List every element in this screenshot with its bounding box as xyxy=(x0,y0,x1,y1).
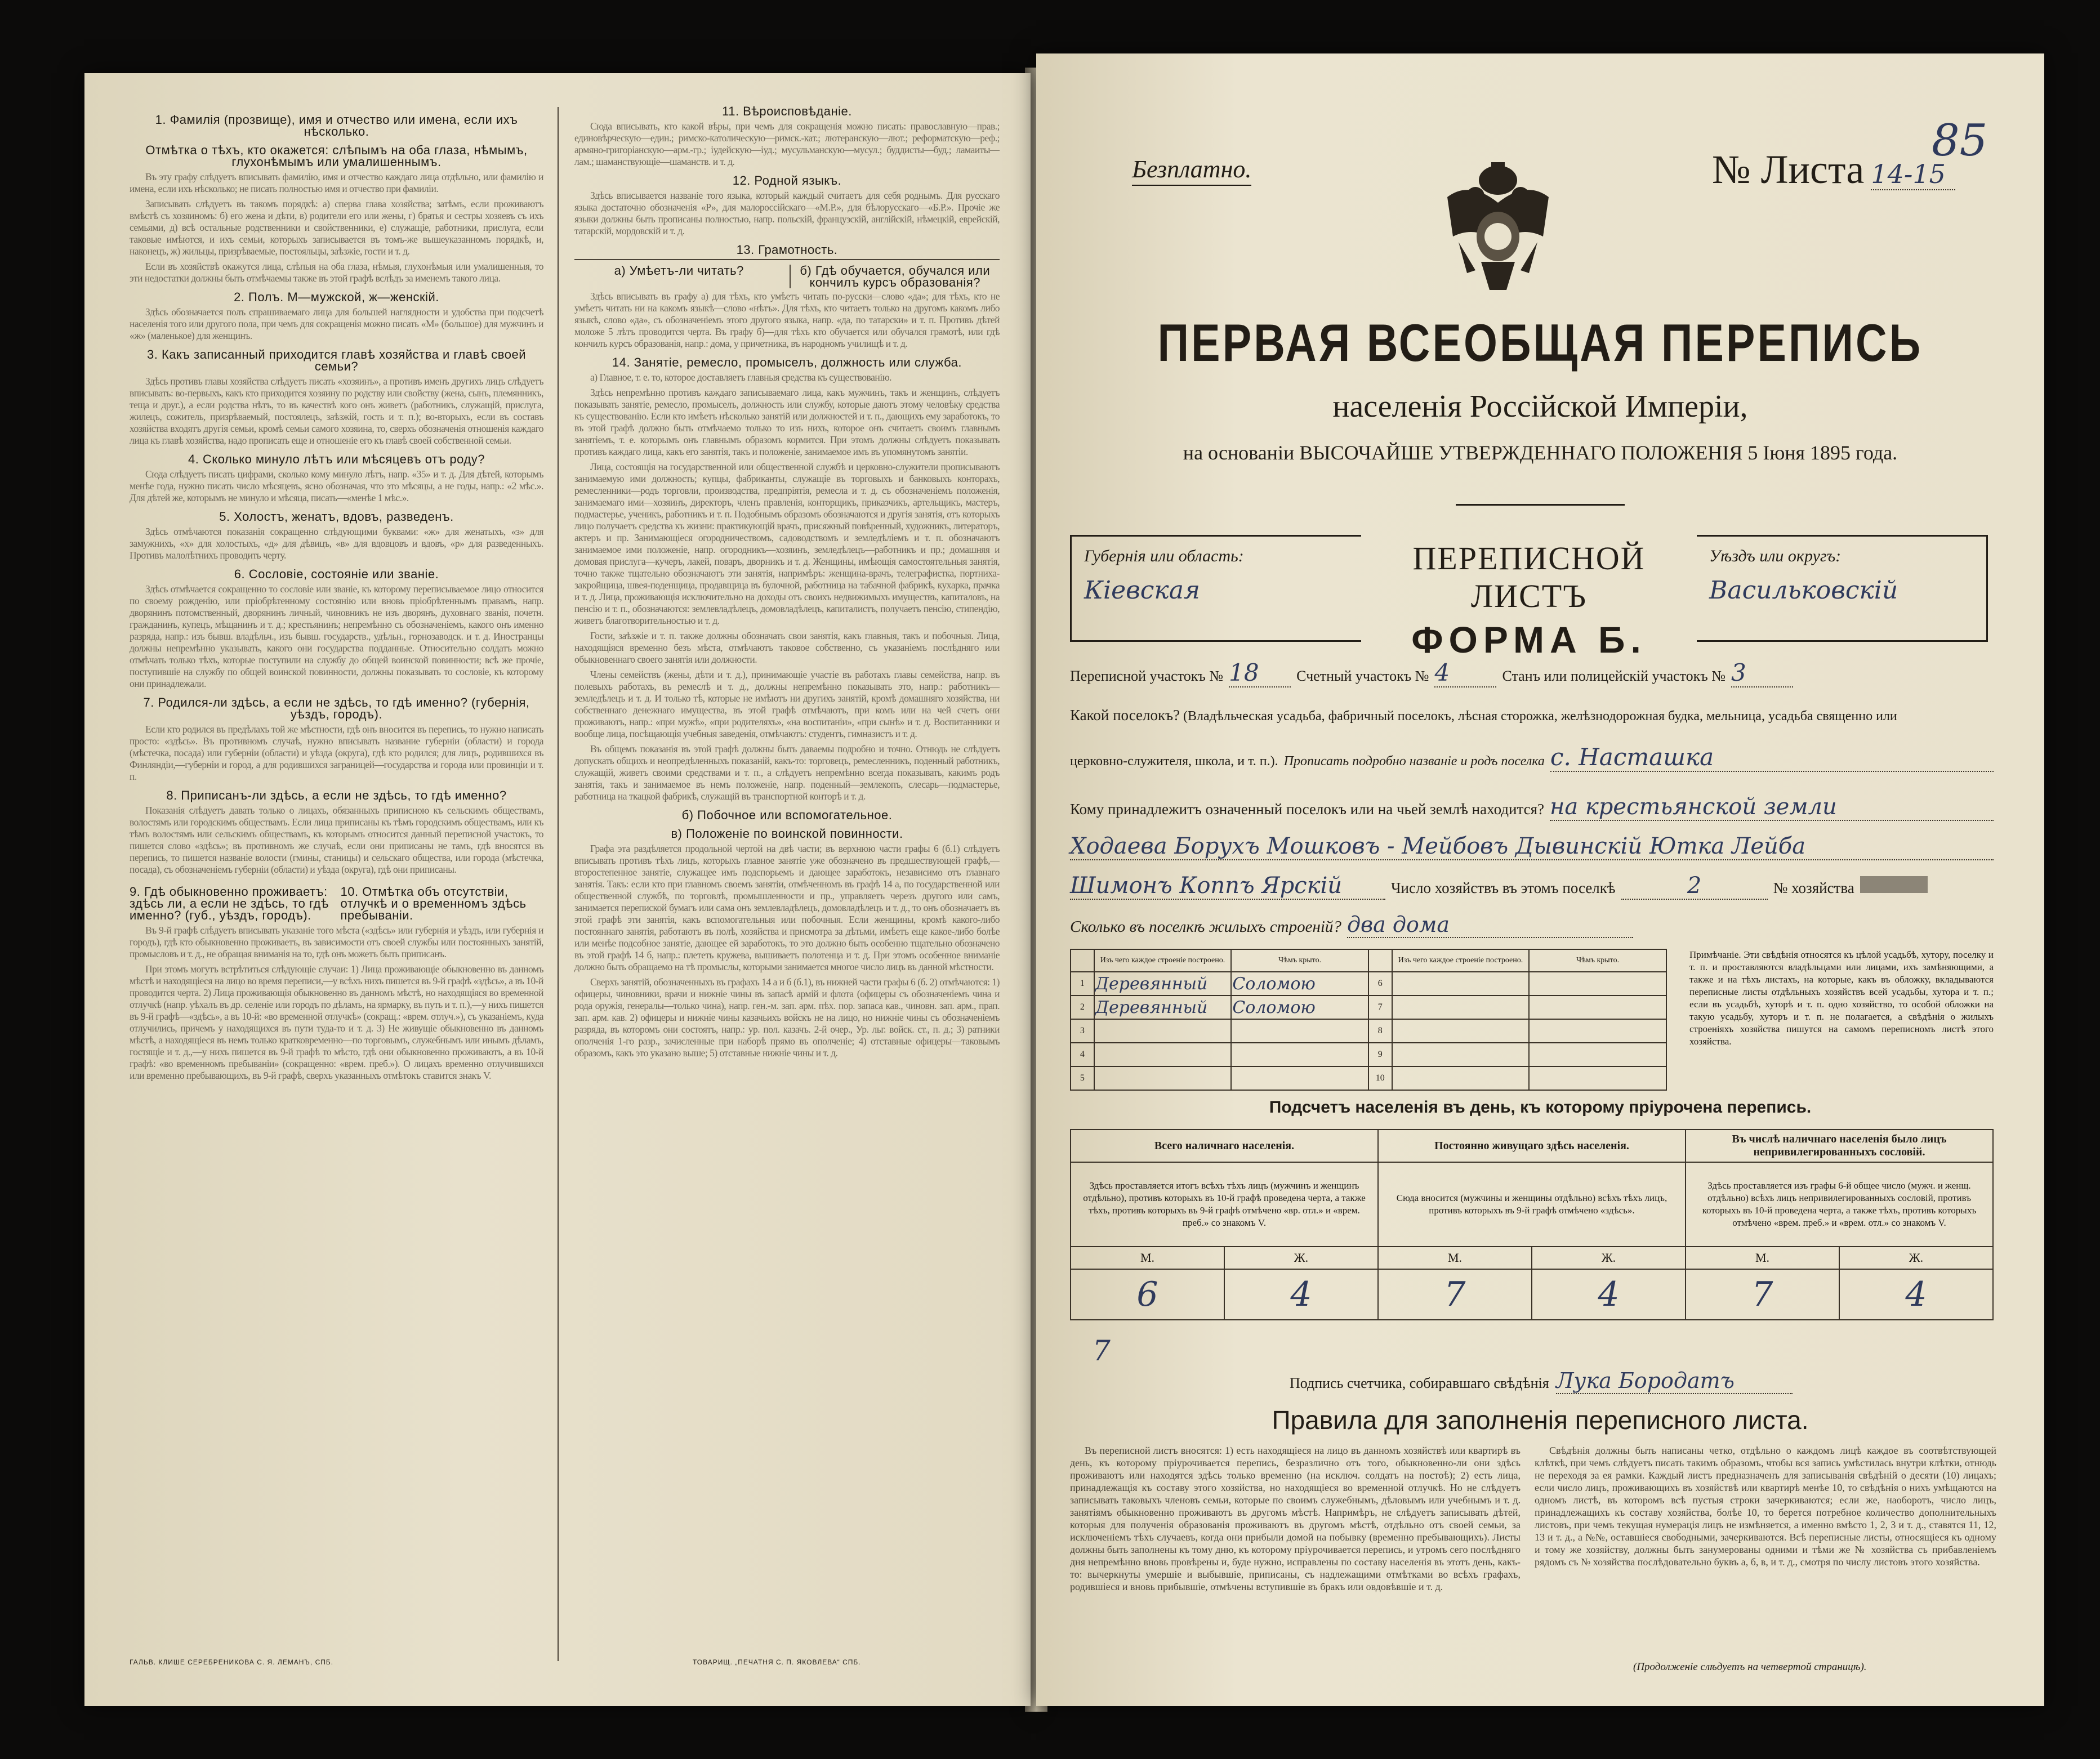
section-13b-heading: б) Гдѣ обучается, обучался или кончилъ курсъ образованія? xyxy=(790,265,1000,288)
building-number: 7 xyxy=(1368,995,1392,1019)
section-5-heading: 5. Холостъ, женатъ, вдовъ, разведенъ. xyxy=(219,510,454,524)
settlement-line-2 xyxy=(1070,743,1994,772)
settlement-hint-2: церковно-служителя, школа, и т. п.). xyxy=(1070,754,1278,769)
building-material: Деревянный xyxy=(1094,972,1232,995)
owner-value-1: на крестьянской земли xyxy=(1550,794,1994,821)
household-number-label: № хозяйства xyxy=(1773,880,1854,896)
body-text: а) Главное, т. е. то, которое доставляетъ главныя средства къ существованію. xyxy=(590,372,892,383)
building-roof xyxy=(1231,1066,1368,1090)
households-value: 2 xyxy=(1621,873,1768,900)
column-divider xyxy=(558,107,559,1661)
section-1-heading: 1. Фамилія (прозвище), имя и отчество или имена, если ихъ нѣсколько. xyxy=(155,113,518,139)
population-count-title: Подсчетъ населенія въ день, къ которому пріурочена перепись. xyxy=(1269,1098,1812,1117)
household-number-redaction xyxy=(1860,876,1928,893)
female-count: 4 xyxy=(1532,1269,1686,1320)
continued-note: (Продолженіе слѣдуетъ на четвертой страницѣ). xyxy=(1633,1661,1867,1673)
body-text: Здѣсь вписывать въ графу а) для тѣхъ, кто умѣетъ читать по-русски—слово «да»; для тѣхъ, кто не умѣетъ читать ни на какомъ языкѣ—слово «нѣтъ». Для тѣхъ, кто читаетъ только на другомъ какомъ либо языкѣ, слово «да», съ обозначеніемъ этого другого языка, напр. «да, по татарски» и т. п. Противъ дѣтей моложе 5 лѣтъ проводится черта. Въ графу б)—для тѣхъ кто обучается или обучался грамотѣ, или гдѣ кончилъ курсъ образованія, напр.: дома, у причетника, въ народномъ училищѣ и т. д. xyxy=(574,291,1000,349)
building-number: 10 xyxy=(1368,1066,1392,1090)
signature-label: Подпись счетчика, собиравшаго свѣдѣнія xyxy=(1290,1375,1549,1391)
building-number: 9 xyxy=(1368,1043,1392,1066)
form-label: ФОРМА Б. xyxy=(1411,619,1647,660)
right-page xyxy=(1036,53,2044,1706)
body-text: Сюда вписывать, кто какой вѣры, при чемъ для сокращенія можно писать: православную—прав.; единовѣрческую—един.; римско-католическую—римск.-кат.; лютеранскую—лют.; реформатскую—реф.; армяно-григоріанскую—арм.-гр.; іудейскую—іуд.; мусульманскую—мусул.; буддисты—буд.; ламаиты—лам.; шаманствующіе—шаманств. и т. д. xyxy=(574,120,1000,167)
settlement-value: с. Насташка xyxy=(1550,743,1994,772)
households-label: Число хозяйствъ въ этомъ поселкѣ xyxy=(1391,880,1616,896)
buildings-value: два дома xyxy=(1347,912,1633,938)
empty-cell xyxy=(1392,995,1530,1019)
building-number: 4 xyxy=(1071,1043,1094,1066)
owner-line xyxy=(1070,794,1994,821)
census-basis: на основаніи ВЫСОЧАЙШЕ УТВЕРЖДЕННАГО ПОЛОЖЕНІЯ 5 Іюня 1895 года. xyxy=(1183,441,1898,464)
signature-value: Лука Бородатъ xyxy=(1556,1368,1793,1394)
rules-column-1: Въ переписной листъ вносятся: 1) есть находящіеся на лицо въ данномъ хозяйствѣ или квартирѣ въ день, къ которому пріурочивается перепись, безразлично отъ того, обыкновенно-ли они здѣсь проживаютъ или находятся здѣсь только временно (на исключ. солдатъ на постоѣ); 2) есть лица, принадлежащія къ составу этого хозяйства, но находящіеся во временной отлучкѣ. Но не слѣдуетъ записывать таковыхъ членовъ семьи, которые по своимъ служебнымъ, дѣловымъ или учебнымъ и т. д. занятіямъ обыкновенно проживаютъ въ другомъ мѣстѣ. Напримѣръ, не слѣдуетъ записывать дѣтей, которыя для полученія образованія проживаютъ въ другомъ мѣстѣ, отдѣльно отъ своей семьи, за исключеніемъ тѣхъ случаевъ, когда они прибыли домой на побывку (временно пребывающихъ). Листы должны быть заполнены къ тому дню, къ которому пріурочивается перепись, и утромъ сего послѣдняго дня непремѣнно вновь провѣрены и, буде нужно, исправлены по составу населенія въ этотъ день, какъ-то: вычеркнуты умершіе и выбывшіе, приписаны, съ надлежащими отмѣтками во всѣхъ графахъ, родившіеся и вновь прибывшіе, отмѣчены вступившіе въ бракъ или овдовѣвшіе и т. д. xyxy=(1070,1445,1521,1592)
female-count: 4 xyxy=(1224,1269,1378,1320)
enumerator-signature-line xyxy=(1290,1368,1793,1394)
section-11-heading: 11. Вѣроисповѣданіе. xyxy=(722,104,852,118)
body-text: Въ общемъ показанія въ этой графѣ должны быть даваемы подробно и точно. Отнюдь не слѣдуетъ допускать общихъ и неопредѣленныхъ показаній, какъ-то: торговецъ, ремесленникъ, поденный работникъ, служащій, живетъ своими средствами и т. п., а слѣдуетъ непремѣнно всегда показывать, какимъ родъ занятія, такъ и занимаемое въ немъ положеніе, напр. поденный—землекопъ, слесарь—подмастерье, работница на ткацкой фабрикѣ, служащій въ транспортной конторѣ и т. д. xyxy=(574,743,1000,802)
section-13-heading: 13. Грамотность. xyxy=(736,243,838,257)
building-material xyxy=(1094,1019,1232,1043)
form-title-box xyxy=(1361,535,1697,660)
list-title: ПЕРЕПИСНОЙ ЛИСТЪ xyxy=(1412,540,1646,614)
section-14b-heading: б) Побочное или вспомогательное. xyxy=(681,808,893,822)
stray-handwritten-mark: 7 xyxy=(1093,1334,1111,1367)
empty-cell xyxy=(1392,972,1530,995)
building-number: 5 xyxy=(1071,1066,1094,1090)
gratis-label: Безплатно. xyxy=(1132,155,1251,186)
population-count-table xyxy=(1070,1129,1994,1320)
section-14-heading: 14. Занятіе, ремесло, промыселъ, должность или служба. xyxy=(612,355,962,369)
gubernia-box xyxy=(1070,535,1361,642)
section-4-heading: 4. Сколько минуло лѣтъ или мѣсяцевъ отъ роду? xyxy=(188,452,485,466)
owner-value-2: Ходаева Борухъ Мошковъ - Мейбовъ Дывинскій Ютка Лейба xyxy=(1070,833,1994,860)
building-row xyxy=(1071,1019,1666,1043)
body-text: Здѣсь отмѣчается сокращенно то сословіе или званіе, къ которому переписываемое лицо относится по своему рожденію, или пріобрѣтенному состоянію или вновь пріобрѣтеннымъ правамъ, напр. дворянинъ потомственный, дворянинъ личный, чиновникъ не изъ дворянъ, духовнаго званія, почетн. гражданинъ, купецъ, мѣщанинъ и т. д.; крестьянинъ; непремѣнно съ обозначеніемъ, какого онъ именно разряда, напр.: изъ бывш. владѣльч., изъ бывш. государств., удѣльн., горнозаводск. и т. д. Иностранцы должны непремѣнно указывать, какого они государства подданные. Относительно солдатъ можно отмѣчать только тѣхъ, которые поступили на службу до общей воинской повинности; всѣ же прочіе, поступившіе на службу по общей воинской повинности, должны показывать то сословіе, къ которому они принадлежали. xyxy=(130,583,543,689)
section-13a-heading: а) Умѣетъ-ли читать? xyxy=(614,264,744,278)
count-district-value: 4 xyxy=(1434,659,1496,687)
body-text: Здѣсь отмѣчаются показанія сокращенно слѣдующими буквами: «ж» для женатыхъ, «з» для замужнихъ, «х» для холостыхъ, «д» для дѣвицъ, «в» для вдовцовъ и вдовъ, «р» для разведенныхъ. Противъ малолѣтнихъ проводить черту. xyxy=(130,526,543,561)
building-row xyxy=(1071,1066,1666,1090)
body-text: Здѣсь вписывается названіе того языка, который каждый считаетъ для себя роднымъ. Для русскаго языка достаточно обозначенія «Р», для малороссійскаго—«М.Р.», для бѣлорусскаго—«Б.Р.». Прочіе же языки должны быть прописаны полностью, напр. польскій, французскій, англійскій, нѣмецкій, еврейскій, татарскій, мордовскій и т. д. xyxy=(574,190,1000,236)
female-label: Ж. xyxy=(1224,1247,1378,1269)
body-text: Члены семействъ (жены, дѣти и т. д.), принимающіе участіе въ работахъ главы семейства, напр. въ полевыхъ работахъ, въ ремеслѣ и т. д., должны непремѣнно показывать это, напр.: работникъ—земледѣлецъ и т. д. И только тѣ, которые не имѣютъ ни другихъ занятій, кромѣ домашняго хозяйства, ни собственнаго денежнаго имущества, въ этой графѣ отмѣчаютъ, при комъ или на чей счетъ они проживаютъ, напр.: «при мужѣ», «при родителяхъ», «на воспитаніи», «при сынѣ» и т. д. Воспитанники и вообще лица, посѣщающія учебныя заведенія, отмѣчаютъ: студентъ, гимназистъ и т. д. xyxy=(574,669,1000,739)
count-column-description: Сюда вносится (мужчины и женщины отдѣльно) всѣхъ тѣхъ лицъ, противъ которыхъ въ 9-й графѣ отмѣчено «здѣсь». xyxy=(1378,1162,1686,1247)
section-10-heading: 10. Отмѣтка объ отсутствіи, отлучкѣ и о временномъ здѣсь пребываніи. xyxy=(340,885,527,922)
census-district-label: Переписной участокъ № xyxy=(1070,668,1224,684)
printer-imprint: ГАЛЬВ. КЛИШЕ СЕРЕБРЕНИКОВА С. Я. ЛЕМАНЪ, СПБ. xyxy=(130,1658,334,1666)
section-6-heading: 6. Сословіе, состояніе или званіе. xyxy=(234,567,439,581)
header-block xyxy=(1070,535,1988,660)
count-district-label: Счетный участокъ № xyxy=(1296,668,1429,684)
building-roof xyxy=(1231,1019,1368,1043)
body-text: Здѣсь обозначается полъ спрашиваемаго лица для большей наглядности и удобства при подсчетѣ населенія того или другого пола, при чемъ для сокращенія можно писать «М» (большое) для мужчинъ и «ж» (маленькое) для женщинъ. xyxy=(130,306,543,341)
roof-header: Чѣмъ крыто. xyxy=(1231,949,1368,972)
male-count: 7 xyxy=(1378,1269,1532,1320)
section-3-heading: 3. Какъ записанный приходится главѣ хозяйства и главѣ своей семьи? xyxy=(147,347,526,373)
roof-header-2: Чѣмъ крыто. xyxy=(1529,949,1666,972)
building-number: 8 xyxy=(1368,1019,1392,1043)
body-text: Гости, заѣзжіе и т. п. также должны обозначать свои занятія, какъ главныя, такъ и побочныя. Лица, находящіяся временно безъ мѣста, отмѣчаютъ таковое собственно, съ указаніемъ послѣдняго или обыкновеннаго своего занятія или должности. xyxy=(574,630,1000,665)
body-text: Здѣсь непремѣнно противъ каждаго записываемаго лица, какъ мужчинъ, такъ и женщинъ, слѣдуетъ показывать занятіе, ремесло, промыселъ, должность или службу, которые даютъ этому человѣку средства къ существованію. Если кто имѣетъ нѣсколько занятій или должностей и т. п., дающихъ ему заработокъ, то въ этой графѣ должно быть отмѣчаемо только то изъ нихъ, которое онъ считаетъ своимъ главнымъ занятіемъ, т. е. которымъ онъ главнымъ образомъ кормится. При этомъ должны слѣдуетъ показывать противъ каждаго лица, какъ его занятія, такъ и положеніе, занимаемое имъ въ упомянутомъ занятіи. xyxy=(574,387,1000,457)
body-text: Графа эта раздѣляется продольной чертой на двѣ части; въ верхнюю части графы 6 (б.1) слѣдуетъ вписывать противъ тѣхъ лицъ, которыхъ главное занятіе уже обозначено въ предшествующей графѣ,—второстепенное занятіе, служащее имъ подспорьемъ и дающее заработокъ, независимо отъ главнаго занятія. Такъ: если кто при главномъ своемъ занятіи, отмѣченномъ въ графѣ 14 а, по государственной или общественной службѣ, по торговлѣ, промышленности и пр., управляетъ черезъ другого или самъ, занимается перепиской бумагъ или сама онъ землевладѣлецъ, домовладѣлецъ и т. д., то онъ обозначаетъ въ этой графѣ эти занятія, какъ вспомогательныя или побочныя. Если женщины, кромѣ какого-либо постояннаго занятія, работаютъ въ полѣ, хозяйства и присмотра за дѣтьми, имѣетъ еще какое-либо болѣе или менѣе подсобное занятіе, дающее ей заработокъ, то это должно быть особенно тщательно обозначено въ этой графѣ 14 б, напр.: плететь кружева, вышиваетъ полотенца и т. д. При этомъ особенное вниманіе должно быть обращаемо на тѣ промыслы, которыми занимается многое число лицъ въ данной мѣстности. xyxy=(574,843,1000,972)
building-roof: Соломою xyxy=(1231,995,1368,1019)
police-district-label: Станъ или полицейскій участокъ № xyxy=(1502,668,1726,684)
settlement-line xyxy=(1070,707,1994,724)
body-text: Лица, состоящія на государственной или общественной службѣ и церковно-служители прописываютъ занимаемую ими должность; купцы, фабриканты, служащіе въ торговыхъ и банковыхъ конторахъ, ремесленники—родъ торговли, производства, предпріятія, ремесла и т. д. съ обозначеніемъ положенія, занимаемаго ими—хозяинъ, директоръ, членъ правленія, конторщикъ, приказчикъ, артельщикъ, мастеръ, подмастерье, ученикъ, работникъ и т. п. Подобнымъ образомъ обозначаются и другія занятія, отъ которыхъ лицо получаетъ средства къ жизни: практикующій врачъ, присяжный повѣренный, художникъ, литераторъ, актеръ и пр. Занимающіеся огородничествомъ, садоводствомъ и земледѣліемъ и т. п. обозначаютъ занимаемое ими положеніе, напр. огородникъ—хозяинъ, земледѣлецъ—работникъ и пр.; домашняя и домовая прислуга—кучеръ, лакей, поваръ, дворникъ и т. д. Женщины, имѣющія самостоятельныя занятія, точно также тщательно обозначаютъ эти занятія, напримѣръ: женщина-врачъ, телеграфистка, портниха-закройщица, швея-поденщица, продавщица въ булочной, работница на табачной фабрикѣ, кухарка, прачка и т. д. Лица, проживающія исключительно на доходы отъ своихъ недвижимыхъ имуществъ, капиталовъ, на пенсію и т. п., обозначаются: землевладѣлецъ, домовладѣлецъ, капиталистъ, получаетъ пенсію, стипендію, живетъ благотворительностью и т. д. xyxy=(574,461,1000,626)
uezd-label: Уѣздъ или округъ: xyxy=(1709,547,1842,565)
imperial-eagle-emblem xyxy=(1436,158,1560,304)
handwritten-folio-number: 85 xyxy=(1932,115,1988,166)
gubernia-label: Губернія или область: xyxy=(1084,547,1244,565)
section-14c-heading: в) Положеніе по воинской повинности. xyxy=(671,827,903,841)
building-material: Деревянный xyxy=(1094,995,1232,1019)
count-column-header: Всего наличнаго населенія. xyxy=(1071,1129,1378,1162)
male-label: М. xyxy=(1071,1247,1224,1269)
building-material xyxy=(1094,1066,1232,1090)
building-row xyxy=(1071,972,1666,995)
building-number: 2 xyxy=(1071,995,1094,1019)
census-district-value: 18 xyxy=(1229,659,1291,687)
body-text: При этомъ могутъ встрѣтиться слѣдующіе случаи: 1) Лица проживающіе обыкновенно въ данномъ мѣстѣ и находящіеся на лицо во время переписи,—у всѣхъ нихъ пишется въ 9-й графѣ «здѣсь», а въ 10-й проводится черта. 2) Лица проживающія обыкновенно въ данномъ мѣстѣ, но находящіяся во временной отлучкѣ (напр. уѣхалъ въ др. селеніе или городъ по дѣламъ, на ярмарку, въ путь и т. п.),—у нихъ пишется въ 9-й графѣ—«здѣсь», а въ 10-й: «во временной отлучкѣ» (сокращ.: «врем. отлуч.»), съ указаніемъ, куда отлучились, причемъ у находящихся въ пути туда-то и т. д. 3) Не живущіе обыкновенно въ данномъ мѣстѣ, а находящіеся въ немъ только кратковременно—по торговымъ, служебнымъ или инымъ дѣламъ, гостящіе и т. д.,—у нихъ пишется въ 9-й графѣ то мѣсто, гдѣ они обыкновенно проживаютъ, а въ 10-й графѣ: «во временномъ пребываніи» (сокращенно: «врем. преб.»). О лицахъ временно отлучившихся или временно пребывающихъ, въ 9-й графѣ, сверхъ указанныхъ отмѣтокъ ставится знакъ V. xyxy=(130,963,543,1081)
count-column-description: Здѣсь проставляется изъ графы 6-й общее число (мужч. и женщ. отдѣльно) всѣхъ лицъ непривилегированныхъ сословій, противъ которыхъ въ 10-й проведена черта, а также тѣхъ, противъ которыхъ отмѣчено «врем. преб.» и «врем. отл.» со знакомъ V. xyxy=(1686,1162,1993,1247)
male-label: М. xyxy=(1378,1247,1532,1269)
empty-cell xyxy=(1529,1019,1666,1043)
rules-column-2: Свѣдѣнія должны быть написаны четко, отдѣльно о каждомъ лицѣ каждое въ соотвѣтствующей клѣткѣ, при чемъ слѣдуетъ писать такимъ образомъ, чтобы вся запись умѣстилась внутри клѣтки, отнюдь не переходя за ея рамки. Каждый листъ предназначенъ для записыванія свѣдѣній о десяти (10) лицахъ; если число лицъ, проживающихъ въ хозяйствѣ или квартирѣ менѣе 10, то свѣдѣнія о нихъ умѣщаются на одномъ листѣ, въ которомъ всѣ пустыя строки зачеркиваются; если же, наоборотъ, число лицъ, принадлежащихъ къ составу хозяйства, болѣе 10, то берется потребное количество дополнительныхъ листовъ, при чемъ текущая нумерація лицъ не измѣняется, а именно вмѣсто 1, 2, 3 и т. д., ставятся 11, 12, 13 и т. д., а №№, оставшіеся свободными, зачеркиваются. Всѣ переписные листы, относящіеся къ одному и тому же хозяйству, должны быть занумерованы одними и тѣми же № хозяйства съ прибавленіемъ рядомъ съ № хозяйства послѣдовательно буквъ а, б, в, и т. д., смотря по числу листовъ этого хозяйства. xyxy=(1535,1445,1996,1568)
section-7-heading: 7. Родился-ли здѣсь, а если не здѣсь, то гдѣ именно? (губернія, уѣздъ, городъ). xyxy=(143,695,530,721)
sheet-number-value: 14-15 xyxy=(1871,159,1955,190)
count-column-header: Въ числѣ наличнаго населенія было лицъ непривилегированныхъ сословій. xyxy=(1686,1129,1993,1162)
body-text: Въ эту графу слѣдуетъ вписывать фамилію, имя и отчество каждаго лица отдѣльно, или фамилію и имена, если ихъ нѣсколько; не писать полностью имя и отчество при фамиліи. xyxy=(130,171,543,194)
sheet-number-field xyxy=(1712,146,1955,193)
buildings-label: Сколько въ поселкѣ жилыхъ строеній? xyxy=(1070,918,1341,936)
building-number: 3 xyxy=(1071,1019,1094,1043)
printer-imprint-2: ТОВАРИЩ. „ПЕЧАТНЯ С. П. ЯКОВЛЕВА“ СПБ. xyxy=(693,1658,861,1666)
section-1b-heading: Отмѣтка о тѣхъ, кто окажется: слѣпымъ на оба глаза, нѣмымъ, глухонѣмымъ или умалишеннымъ. xyxy=(145,143,528,169)
body-text: Здѣсь противъ главы хозяйства слѣдуетъ писать «хозяинъ», а противъ именъ другихъ лицъ слѣдуетъ вписывать: во-первыхъ, какъ кто приходится хозяину по родству или свойству (жена, сынъ, племянникъ, теща и друг.), а если родства нѣтъ, то въ качествѣ кого онъ живетъ (работникъ, служащій, прислуга, жилецъ, сожитель, призрѣваемый, постоялецъ, заѣзжій, гость и т. п.); во-вторыхъ, если въ составъ хозяйства входятъ другія семьи, кромѣ семьи самого хозяина, то, сверхъ обозначенія отношенія каждаго лица къ главѣ хозяйства, надо прописать еще и отношеніе его къ главѣ своей собственной семьи. xyxy=(130,376,543,446)
owner-value-3: Шимонъ Коппъ Ярскій xyxy=(1070,873,1385,900)
section-12-heading: 12. Родной языкъ. xyxy=(732,173,842,187)
building-number: 6 xyxy=(1368,972,1392,995)
district-line xyxy=(1070,659,1994,687)
body-text: Если въ хозяйствѣ окажутся лица, слѣпыя на оба глаза, нѣмыя, глухонѣмыя или умалишенныя, то эти недостатки должны быть отмѣчаемы также въ этой графѣ вслѣдъ за именемъ такого лица. xyxy=(130,261,543,284)
instructions-column-2 xyxy=(574,99,1000,1653)
building-number: 1 xyxy=(1071,972,1094,995)
female-label: Ж. xyxy=(1532,1247,1686,1269)
households-line xyxy=(1070,873,1994,900)
buildings-table xyxy=(1070,949,1667,1091)
body-text: Сюда слѣдуетъ писать цифрами, сколько кому минуло лѣтъ, напр. «35» и т. д. Для дѣтей, которымъ менѣе года, нужно писать число мѣсяцевъ, ясно обозначая, что это мѣсяцы, а не годы, напр.: «2 мѣс.». Для дѣтей же, которымъ не минуло и мѣсяца, писать—«менѣе 1 мѣс.». xyxy=(130,468,543,503)
empty-cell xyxy=(1529,972,1666,995)
empty-cell xyxy=(1392,1066,1530,1090)
female-label: Ж. xyxy=(1839,1247,1993,1269)
body-text: Записывать слѣдуетъ въ такомъ порядкѣ: а) сперва глава хозяйства; затѣмъ, если проживаютъ вмѣстѣ съ хозяиномъ: б) его жена и дѣти, в) родители его или жены, г) братья и сестры хозяевъ съ ихъ семьями, д) всѣ остальные родственники и свойственники, е) служащіе, работники, прислуга, если таковые имѣются, и ихъ семьи, которыхъ записывается въ томъ-же вышеуказанномъ порядкѣ, и, наконецъ, ж) жильцы, призрѣваемые, постояльцы, заѣзжіе, гости и т. д. xyxy=(130,198,543,257)
building-material xyxy=(1094,1043,1232,1066)
empty-cell xyxy=(1392,1019,1530,1043)
instructions-column-1 xyxy=(130,107,543,1661)
sheet-number-label: № Листа xyxy=(1712,147,1865,192)
census-title: ПЕРВАЯ ВСЕОБЩАЯ ПЕРЕПИСЬ xyxy=(1157,313,1923,372)
empty-cell xyxy=(1529,995,1666,1019)
owner-label: Кому принадлежитъ означенный поселокъ или на чьей землѣ находится? xyxy=(1070,801,1544,818)
building-row xyxy=(1071,1043,1666,1066)
building-roof xyxy=(1231,1043,1368,1066)
male-label: М. xyxy=(1686,1247,1839,1269)
empty-cell xyxy=(1529,1043,1666,1066)
section-8-heading: 8. Приписанъ-ли здѣсь, а если не здѣсь, то гдѣ именно? xyxy=(166,788,507,802)
female-count: 4 xyxy=(1839,1269,1993,1320)
title-divider xyxy=(1456,504,1625,506)
male-count: 7 xyxy=(1686,1269,1839,1320)
buildings-line xyxy=(1070,912,1633,938)
rules-title: Правила для заполненія переписного листа. xyxy=(1272,1405,1809,1435)
body-text: Сверхъ занятій, обозначенныхъ въ графахъ 14 а и б (б.1), въ нижней части графы 6 (б. 2) отмѣчаются: 1) офицеры, чиновники, врачи и нижніе чины въ запасѣ армій и флота (офицеры съ обозначеніемъ чина и рода оружія, генералы—только чина), напр. ген.-м. зап. арм. пѣх. пор. запаса кав., чиновн. зап. арм., прап. зап. арм. кав. 2) офицеры и нижніе чины казачьихъ войскъ не на лицо, но нижніе чины съ обозначеніемъ разряда, въ которомъ они состоятъ, напр.: ур. пол. казачъ. 2-й очер., Ур. льг. войск. ст., п. д.; 3) ратники ополченія 1-го разр., зачисленные при наборѣ прямо въ ополченіе; 4) отставные офицеры—таковымъ образомъ, какъ это указано выше; 5) отставные нижніе чины и т. д. xyxy=(574,976,1000,1059)
settlement-instruction: Прописать подробно названіе и родъ поселка xyxy=(1283,754,1545,769)
building-row xyxy=(1071,995,1666,1019)
left-page xyxy=(84,73,1031,1706)
section-9-heading: 9. Гдѣ обыкновенно проживаетъ: здѣсь ли, а если не здѣсь, то гдѣ именно? (губ., уѣздъ, городъ). xyxy=(130,885,329,922)
settlement-label: Какой поселокъ? xyxy=(1070,707,1180,724)
census-subtitle: населенія Россійской Имперіи, xyxy=(1332,389,1748,424)
body-text: Показанія слѣдуетъ давать только о лицахъ, обязанныхъ приписною къ сельскимъ обществамъ, волостямъ или городскимъ обществамъ. Если лица приписаны къ тѣмъ городскимъ обществамъ, или къ тѣмъ волостямъ или сельскимъ обществамъ, къ которымъ относится данный переписной участокъ, то пишется слово «здѣсь»; въ противномъ же случаѣ, если они приписаны не тамъ, гдѣ вносятся въ перепись, то пишется названіе волости (гмины, станицы) и сельскаго общества, или города (мѣстечка, посада), съ обозначеніемъ губерніи (области) и уѣзда (округа), гдѣ они приписаны. xyxy=(130,805,543,875)
count-column-header: Постоянно живущаго здѣсь населенія. xyxy=(1378,1129,1686,1162)
uezd-box xyxy=(1697,535,1988,642)
uezd-value: Васильковскій xyxy=(1709,576,1898,605)
body-text: Если кто родился въ предѣлахъ той же мѣстности, гдѣ онъ вносится въ перепись, то нужно написать просто: «здѣсь». Въ противномъ случаѣ, нужно вписывать название губерніи (области) и города (мѣстечка, посада) или губерніи (области) и уѣзда (округа), гдѣ кто родился; для лицъ, родившихся въ Финляндіи,—губерніи и город, а для родившихся заграницей—государства и города или провинціи и т. п. xyxy=(130,724,543,782)
building-roof: Соломою xyxy=(1231,972,1368,995)
buildings-note: Примѣчаніе. Эти свѣдѣнія относятся къ цѣлой усадьбѣ, хутору, поселку и т. п. и проставляются владѣльцами или лицами, ихъ замѣняющими, а также и на тѣхъ листахъ, на которые, какъ въ обложку, вкладываются переписные листы отдѣльныхъ хозяйствъ всей усадьбы, хутора и т. п.; если въ усадьбѣ, хуторѣ и т. п. одно хозяйство, то особой обложки на такую усадьбу, хуторъ и т. п. не полагается, а свѣдѣнія о жилыхъ строеніяхъ хозяйства пишутся на самомъ переписномъ листѣ этого хозяйства. xyxy=(1689,949,1994,1047)
male-count: 6 xyxy=(1071,1269,1224,1320)
section-2-heading: 2. Полъ. М—мужской, ж—женскій. xyxy=(234,290,439,304)
empty-cell xyxy=(1529,1066,1666,1090)
material-header: Изъ чего каждое строеніе построено. xyxy=(1094,949,1232,972)
body-text: Въ 9-й графѣ слѣдуетъ вписывать указаніе того мѣста («здѣсь» или губернія и уѣздъ, или губернія и городъ), гдѣ кто обыкновенно проживаетъ, въ зависимости отъ своей службы или постоянныхъ занятій, промысловъ и т. д., не обращая вниманія на то, гдѣ онъ можетъ быть приписанъ. xyxy=(130,925,543,959)
count-column-description: Здѣсь проставляется итогъ всѣхъ тѣхъ лицъ (мужчинъ и женщинъ отдѣльно), противъ которыхъ въ 10-й графѣ проведена черта, а также тѣхъ, противъ которыхъ въ 9-й графѣ отмѣчено «вр. отл.» и «врем. преб.» со знакомъ V. xyxy=(1071,1162,1378,1247)
gubernia-value: Кіевская xyxy=(1084,576,1201,605)
settlement-hint: (Владѣльческая усадьба, фабричный поселокъ, лѣсная сторожка, желѣзнодорожная будка, мельница, усадьба священно или xyxy=(1183,709,1897,724)
police-district-value: 3 xyxy=(1731,659,1793,687)
material-header-2: Изъ чего каждое строеніе построено. xyxy=(1392,949,1530,972)
empty-cell xyxy=(1392,1043,1530,1066)
